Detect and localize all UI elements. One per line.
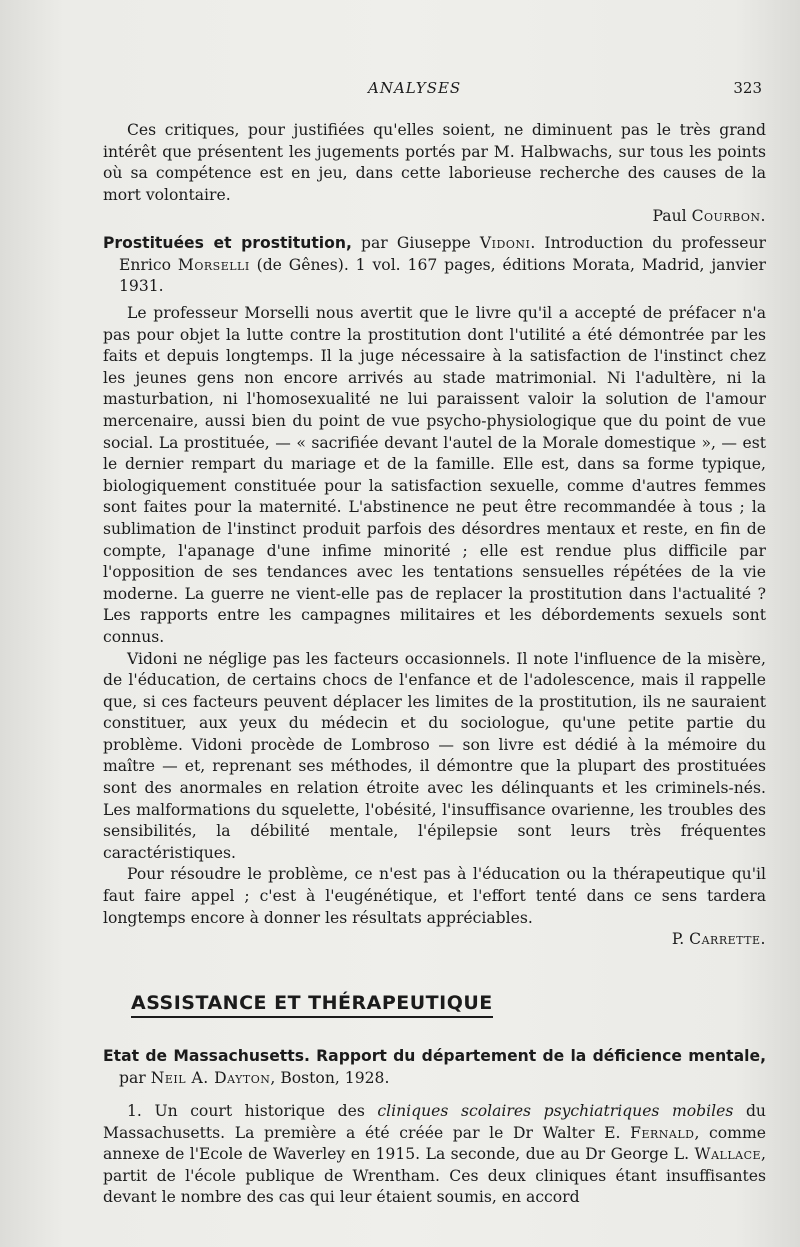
review-vidoni-body	[103, 303, 766, 951]
person-name: Fernald	[630, 1123, 695, 1142]
reviewer-last-name: Carrette.	[689, 930, 766, 949]
citation-by: par Giuseppe	[361, 234, 471, 252]
citation-details: (de Gênes). 1 vol. 167 pages, éditions Morata, Madrid, janvier 1931.	[119, 255, 766, 296]
paragraph-end: , partit de l'école publique de Wrentham. Ces deux cliniques étant insuffisantes devant le nombre des cas qui leur étaient soumis, en accord	[103, 1145, 766, 1207]
review-dayton-body	[103, 1101, 766, 1209]
book-author: Neil A. Dayton	[150, 1068, 271, 1087]
citation-by: par	[119, 1068, 146, 1087]
review-paragraph: Ces critiques, pour justifiées qu'elles soient, ne diminuent pas le très grand intérêt que présentent les jugements portés par M. Halbwachs, sur tous les points où sa compétence est en jeu, dans cette laborieuse recherche des causes de la mort volontaire.	[103, 121, 766, 204]
book-title: Prostituées et prostitution,	[103, 234, 352, 252]
book-title: Etat de Massachusetts. Rapport du département de la déficience mentale,	[103, 1047, 766, 1065]
review-paragraph	[103, 1101, 766, 1209]
book-author: Vidoni	[479, 234, 531, 252]
paragraph-mid: , comme annexe de l'Ecole de Waverley en 1915. La seconde, due au Dr George L.	[103, 1123, 766, 1164]
reviewer-last-name: Courbon.	[691, 207, 766, 226]
book-citation	[103, 1046, 766, 1089]
running-header	[103, 79, 762, 101]
page-number: 323	[733, 79, 762, 97]
review-paragraph: Vidoni ne néglige pas les facteurs occasionnels. Il note l'influence de la misère, de l'éducation, de certains chocs de l'enfance et de l'adolescence, mais il rappelle que, si ces facteurs peuvent déplacer les limites de la prostitution, ils ne sauraient constituer, aux yeux du médecin et du sociologue, qu'une petite partie du problème. Vidoni procède de Lombroso — son livre est dédié à la mémoire du maître — et, reprenant ses méthodes, il démontre que la plupart des prostituées sont des anormales en relation étroite avec les délinquants et les criminels-nés. Les malformations du squelette, l'obésité, l'insuffisance ovarienne, les troubles des sensibilités, la débilité mentale, l'épilepsie sont leurs très fréquentes caractéristiques.	[103, 649, 766, 862]
citation-details: , Boston, 1928.	[270, 1068, 390, 1087]
review-paragraph: Pour résoudre le problème, ce n'est pas à l'éducation ou la thérapeutique qu'il faut faire appel ; c'est à l'eugénétique, et l'effort tenté dans ce sens tardera longtemps encore à donner les résultats appréciables.	[103, 865, 766, 927]
book-reference-vidoni	[103, 233, 766, 298]
review-paragraph: Le professeur Morselli nous avertit que le livre qu'il a accepté de préfacer n'a pas pour objet la lutte contre la prostitution dont l'utilité a été démontrée par les faits et depuis longtemps. Il la juge nécessaire à la satisfaction de l'instinct chez les jeunes gens non encore arrivés au stade matrimonial. Ni l'adultère, ni la masturbation, ni l'homosexualité ne lui paraissent valoir la solution de l'amour mercenaire, aussi bien du point de vue psycho-physiologique que du point de vue social. La prostituée, — « sacrifiée devant l'autel de la Morale domestique », — est le dernier rempart du mariage et de la famille. Elle est, dans sa forme typique, biologiquement constituée pour la satisfaction sexuelle, comme d'autres femmes sont faites pour la maternité. L'abstinence ne peut être recommandée à tous ; la sublimation de l'instinct produit parfois des désordres mentaux et reste, en fin de compte, l'apanage d'une infime minorité ; elle est rendue plus difficile par l'opposition de ses tendances avec les tentations sensuelles répétées de la vie moderne. La guerre ne vient-elle pas de replacer la prostitution dans l'actualité ? Les rapports entre les campagnes militaires et les débordements sexuels sont connus.	[103, 304, 766, 646]
section-heading: ASSISTANCE ET THÉRAPEUTIQUE	[131, 992, 493, 1018]
running-title: ANALYSES	[368, 79, 462, 97]
paragraph-start: 1. Un court historique des	[127, 1102, 365, 1120]
italic-phrase: cliniques scolaires psychiatriques mobiles	[377, 1102, 734, 1120]
review-courbon-conclusion	[103, 120, 766, 228]
reviewer-first-name: P.	[671, 930, 685, 949]
reviewer-first-name: Paul	[652, 207, 687, 226]
book-reference-dayton	[103, 1046, 766, 1089]
intro-author: Morselli	[177, 255, 250, 274]
citation-intro: . Introduction du professeur Enrico	[119, 234, 766, 274]
section-heading-block	[131, 992, 511, 1018]
reviewer-signature	[103, 929, 766, 951]
person-name: Wallace	[694, 1145, 762, 1164]
book-citation	[103, 233, 766, 298]
reviewer-signature	[103, 206, 766, 228]
paragraph-mid: du Massachusetts. La première a été créée par le Dr Walter E.	[103, 1102, 766, 1142]
